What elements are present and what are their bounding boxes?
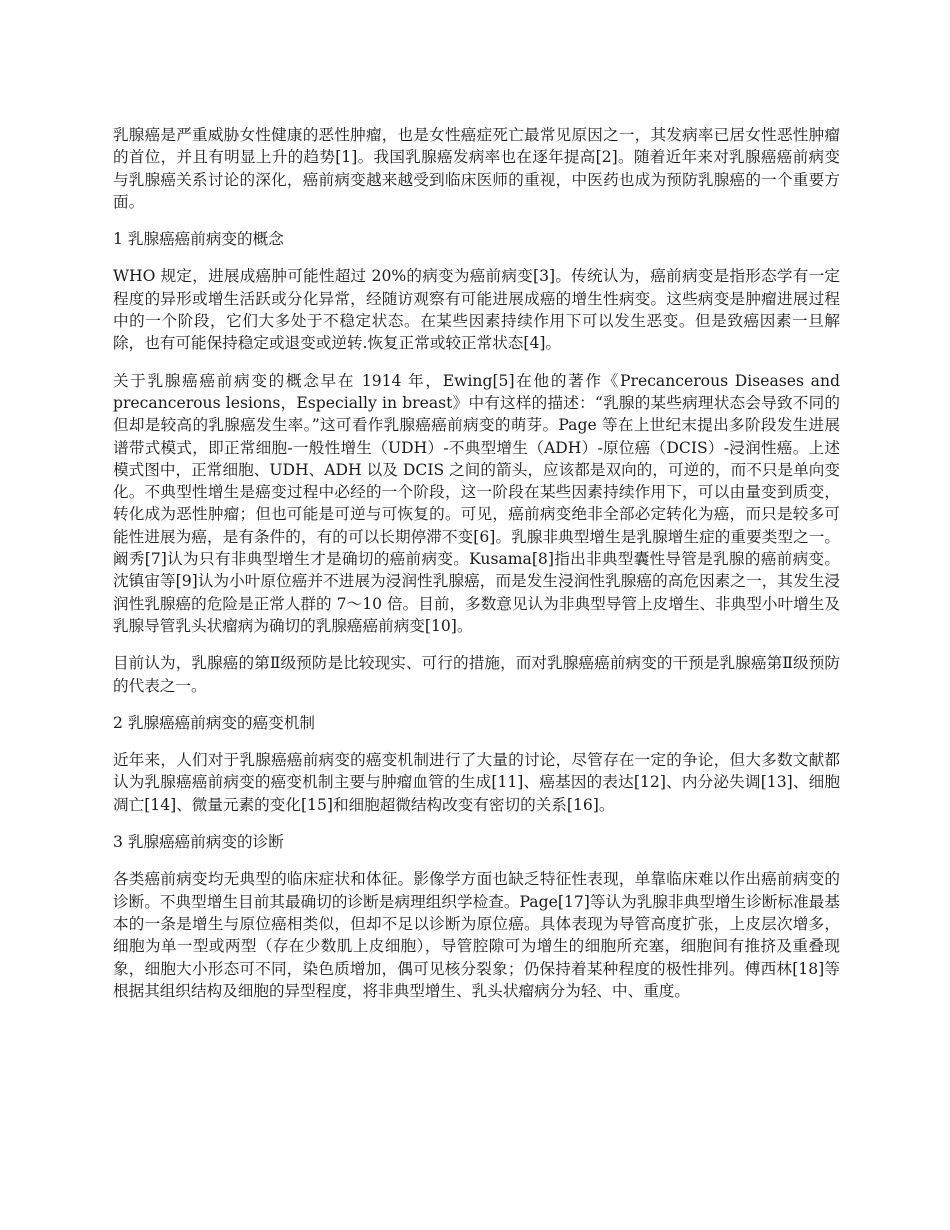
paragraph-diagnosis: 各类癌前病变均无典型的临床症状和体征。影像学方面也缺乏特征性表现，单靠临床难以作出癌前病变的诊断。不典型增生目前其最确切的诊断是病理组织学检查。Page[17]等认为乳腺非典型增生诊断标准最基本的一条是增生与原位癌相类似，但却不足以诊断为原位癌。具体表现为导管高度扩张，上皮层次增多，细胞为单一型或两型（存在少数肌上皮细胞），导管腔隙可为增生的细胞所充塞，细胞间有推挤及重叠现象，细胞大小形态可不同，染色质增加，偶可见核分裂象；仍保持着某种程度的极性排列。傅西林[18]等根据其组织结构及细胞的异型程度，将非典型增生、乳头状瘤病分为轻、中、重度。 bbox=[113, 870, 840, 1000]
document-body bbox=[113, 124, 840, 1017]
paragraph-prevention: 目前认为，乳腺癌的第Ⅱ级预防是比较现实、可行的措施，而对乳腺癌癌前病变的干预是乳腺癌第Ⅱ级预防的代表之一。 bbox=[113, 654, 840, 695]
paragraph-mechanism: 近年来，人们对于乳腺癌癌前病变的癌变机制进行了大量的讨论，尽管存在一定的争论，但大多数文献都认为乳腺癌癌前病变的癌变机制主要与肿瘤血管的生成[11]、癌基因的表达[12]、内分泌失调[13]、细胞凋亡[14]、微量元素的变化[15]和细胞超微结构改变有密切的关系[16]。 bbox=[113, 751, 840, 814]
paragraph-who-definition: WHO 规定，进展成癌肿可能性超过 20%的病变为癌前病变[3]。传统认为，癌前病变是指形态学有一定程度的异形或增生活跃或分化异常，经随访观察有可能进展成癌的增生性病变。这些病变是肿瘤进展过程中的一个阶段，它们大多处于不稳定状态。在某些因素持续作用下可以发生恶变。但是致癌因素一旦解除，也有可能保持稳定或退变或逆转.恢复正常或较正常状态[4]。 bbox=[113, 267, 840, 353]
paragraph-concept-history: 关于乳腺癌癌前病变的概念早在 1914 年，Ewing[5]在他的著作《Precancerous Diseases and precancerous lesions，Especially in breast》中有这样的描述：“乳腺的某些病理状态会导致不同的但却是较高的乳腺癌发生率。”这可看作乳腺癌癌前病变的萌芽。Page 等在上世纪末提出多阶段发生进展谱带式模式，即正常细胞-一般性增生（UDH）-不典型增生（ADH）-原位癌（DCIS）-浸润性癌。上述模式图中，正常细胞、UDH、ADH 以及 DCIS 之间的箭头，应该都是双向的，可逆的，而不只是单向变化。不典型性增生是癌变过程中必经的一个阶段，这一阶段在某些因素持续作用下，可以由量变到质变，转化成为恶性肿瘤；但也可能是可逆与可恢复的。可见，癌前病变绝非全部必定转化为癌，而只是较多可能性进展为癌，是有条件的，有的可以长期停滞不变[6]。乳腺非典型增生是乳腺增生症的重要类型之一。阚秀[7]认为只有非典型增生才是确切的癌前病变。Kusama[8]指出非典型囊性导管是乳腺的癌前病变。沈镇宙等[9]认为小叶原位癌并不进展为浸润性乳腺癌，而是发生浸润性乳腺癌的高危因素之一，其发生浸润性乳腺癌的危险是正常人群的 7～10 倍。目前，多数意见认为非典型导管上皮增生、非典型小叶增生及乳腺导管乳头状瘤病为确切的乳腺癌癌前病变[10]。 bbox=[113, 371, 840, 635]
section-heading-2: 2 乳腺癌癌前病变的癌变机制 bbox=[113, 713, 316, 732]
paragraph-intro: 乳腺癌是严重威胁女性健康的恶性肿瘤，也是女性癌症死亡最常见原因之一，其发病率已居女性恶性肿瘤的首位，并且有明显上升的趋势[1]。我国乳腺癌发病率也在逐年提高[2]。随着近年来对乳腺癌癌前病变与乳腺癌关系讨论的深化，癌前病变越来越受到临床医师的重视，中医药也成为预防乳腺癌的一个重要方面。 bbox=[113, 126, 840, 211]
section-heading-1: 1 乳腺癌癌前病变的概念 bbox=[113, 230, 284, 249]
section-heading-3: 3 乳腺癌癌前病变的诊断 bbox=[113, 833, 284, 852]
